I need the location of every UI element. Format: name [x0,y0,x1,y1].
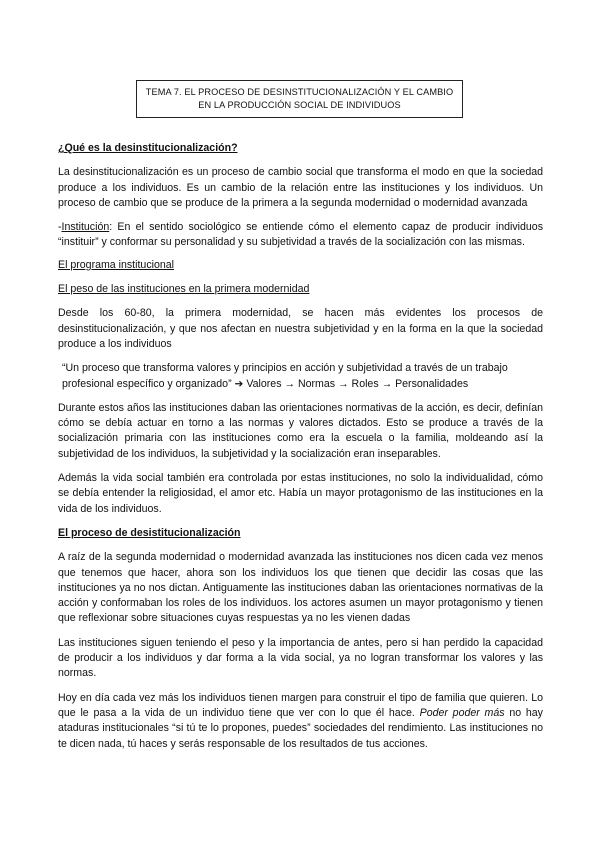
paragraph-institution [58,220,543,251]
heading-programa: El programa institucional [58,258,174,271]
hoy-text-b: no hay ataduras institucionales “si tú te lo propones, puedes” sociedades del rendimiento. Las instituciones no te dicen nada, tú haces y serás responsable de los resultados de tus acciones. [58,706,543,750]
term-institucion: Institución [61,221,110,234]
paragraph-hoy [58,691,543,752]
paragraph-definition: La desinstitucionalización es un proceso de cambio social que transforma el modo en que la sociedad produce a los individuos. Es un cambio de la relación entre las instituciones y los individuos. Un proceso de cambio que se produce de la primera a la segunda modernidad o modernidad avanzada [58,166,543,209]
institution-definition: : En el sentido sociológico se entiende cómo el elemento capaz de producir individuos “instituir” y conformar su personalidad y su subjetividad a través de la socialización con las mismas. [58,221,543,249]
title-box [136,80,463,118]
title-line-2: EN LA PRODUCCIÓN SOCIAL DE INDIVIDUOS [198,100,401,110]
quote-proceso: “Un proceso que transforma valores y principios en acción y subjetividad a través de un trabajo profesional específico y organizado” ➔ Valores → Normas → Roles → Personalidades [62,362,508,390]
paragraph-ademas: Además la vida social también era controlada por estas instituciones, no solo la individualidad, cómo se debía entender la religiosidad, el amor etc. Había un mayor protagonismo de las instituciones en la vida de los individuos. [58,472,543,515]
heading-peso: El peso de las instituciones en la primera modernidad [58,283,310,296]
document-body [58,141,543,752]
dash: - [58,221,62,234]
hoy-text-a: Hoy en día cada vez más los individuos tienen margen para construir el tipo de familia que quieren. Lo que le pasa a la vida de un individuo tiene que ver con lo que él hace. [58,691,543,719]
title-line-1: TEMA 7. EL PROCESO DE DESINSTITUCIONALIZACIÓN Y EL CAMBIO [145,87,454,97]
paragraph-primera-modernidad: Desde los 60-80, la primera modernidad, se hacen más evidentes los procesos de desinstitucionalización, y que nos afectan en nuestra subjetividad y en la forma en la que la sociedad produce a los individuos [58,307,543,350]
paragraph-instituciones-siguen: Las instituciones siguen teniendo el peso y la importancia de antes, pero si han perdido la capacidad de producir a los individuos y dar forma a la vida social, ya no logran transformar los valores y las normas. [58,636,543,680]
heading-what-is: ¿Qué es la desinstitucionalización? [58,142,238,154]
heading-proceso: El proceso de desistitucionalización [58,526,241,539]
paragraph-durante: Durante estos años las instituciones daban las orientaciones normativas de la acción, es decir, definían cómo se debía actuar en torno a las normas y valores dictados. Esto se produce a través de la socialización primaria con las instituciones como era la escuela o la familia, moldeando así la subjetividad de los individuos, la subjetividad y la socialización eran inseparables. [58,401,543,460]
poder-italic: Poder poder más [419,706,505,719]
paragraph-segunda-modernidad: A raíz de la segunda modernidad o modernidad avanzada las instituciones nos dicen cada vez menos que tenemos que hacer, ahora son los individuos los que tienen que decidir las cosas que las instituciones ya no nos dictan. Antiguamente las instituciones daban las orientaciones normativas de la acción y conformaban los roles de los individuos. los actores asumen un mayor protagonismo y tienen que reflexionar sobre situaciones cuyas respuestas ya no les vienen dadas [58,551,543,625]
